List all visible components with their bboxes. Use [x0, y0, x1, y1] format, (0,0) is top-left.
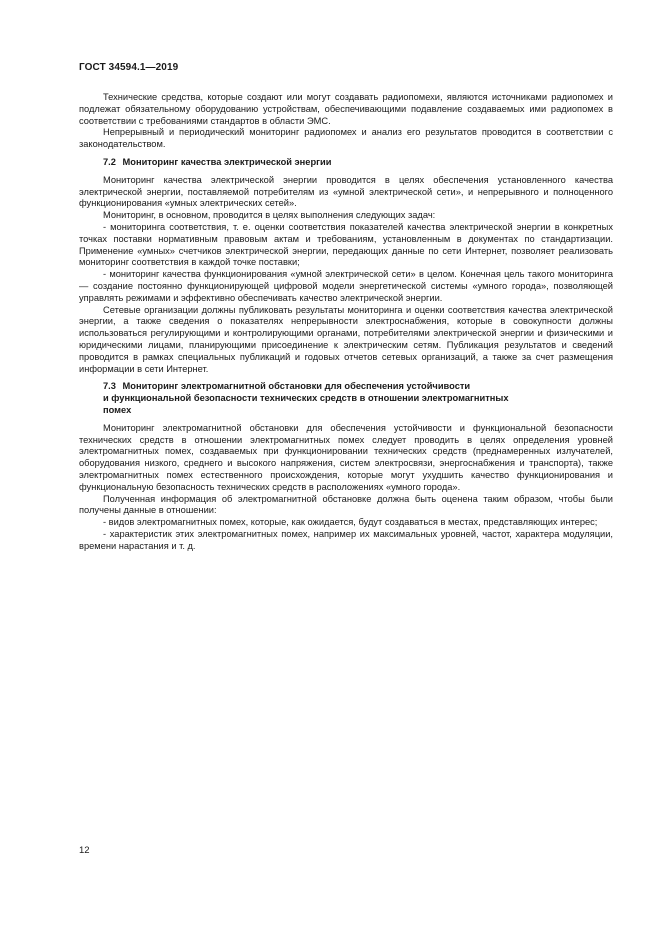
section-7-2-heading — [79, 157, 613, 169]
section-7-3-heading — [79, 381, 613, 416]
section-7-3-paragraph-1: Мониторинг электромагнитной обстановки для обеспечения устойчивости и функциональной безопасности технических средств в отношении электромагнитных помех следует проводить в целях определения уровней электромагнитных помех, создаваемых при функционировании технических средств (преднамеренных излучателей, оборудования низкого, среднего и высокого напряжения, систем электросвязи, энергоснабжения и транспорта), также электромагнитных помех естественного происхождения, которые могут ухудшить качество функционирования и функциональную безопасность технических средств в расположениях «умного города». — [79, 422, 613, 492]
standard-header: ГОСТ 34594.1—2019 — [79, 62, 179, 73]
section-7-2-paragraph-2: Мониторинг, в основном, проводится в целях выполнения следующих задач: — [103, 210, 436, 221]
section-7-2-paragraph-1: Мониторинг качества электрической энергии проводится в целях обеспечения установленного качества электрической энергии, поставляемой потребителям из «умной электрической сети», и непрерывного и полноценного функционирования «умных электрических сетей». — [79, 174, 613, 209]
intro-paragraph-2: Непрерывный и периодический мониторинг радиопомех и анализ его результатов проводится в соответствии с законодательством. — [79, 127, 613, 150]
section-7-2-paragraph-4: - мониторинг качества функционирования «умной электрической сети» в целом. Конечная цель такого мониторинга — создание постоянно функционирующей цифровой модели энергетической системы «умного города», позволяющей управлять режимами и эффективно обеспечивать качество электрической энергии. — [79, 269, 613, 303]
section-7-2-paragraph-5: Сетевые организации должны публиковать результаты мониторинга и оценки соответствия качества электрической энергии, а также сведения о показателях непрерывности электроснабжения, которые в совокупности должны использоваться регулирующими и контролирующими органами, потребителями электрической энергии и физическими и юридическими лицами, планирующими присоединение к электрическим сетям. Публикация результатов и сведений проводится в рамках специальных публикаций и годовых отчетов сетевых организаций, а также за счет размещения информации в сети Интернет. — [79, 304, 613, 374]
page-content — [79, 92, 613, 552]
section-7-3-title-line-1: Мониторинг электромагнитной обстановки для обеспечения устойчивости — [122, 381, 471, 392]
page-number: 12 — [79, 845, 90, 856]
section-7-3-title-line-3: помех — [103, 404, 132, 415]
section-7-3-paragraph-4: - характеристик этих электромагнитных помех, например их максимальных уровней, частот, характера модуляции, времени нарастания и т. д. — [79, 528, 613, 551]
section-7-2-paragraph-3: - мониторинга соответствия, т. е. оценки соответствия показателей качества электрической энергии в конкретных точках поставки нормативным правовым актам и требованиям, установленным в документах по стандартизации. Применение «умных» счетчиков электрической энергии, передающих данные по сети Интернет, позволяет реализовать мониторинг соответствия в каждой точке поставки; — [79, 221, 613, 268]
section-7-2-number: 7.2 — [103, 156, 116, 167]
section-7-3-number: 7.3 — [103, 381, 116, 392]
section-7-3-paragraph-3: - видов электромагнитных помех, которые, как ожидается, будут создаваться в местах, представляющих интерес; — [103, 517, 598, 528]
section-7-3-paragraph-2: Полученная информация об электромагнитной обстановке должна быть оценена таким образом, чтобы были получены данные в отношении: — [79, 493, 613, 516]
intro-paragraph-1: Технические средства, которые создают или могут создавать радиопомехи, являются источниками радиопомех и подлежат обязательному оборудованию устройствам, обеспечивающими подавление создаваемых ими радиопомех в соответствии с требованиями стандартов в области ЭМС. — [79, 92, 613, 126]
section-7-2-title: Мониторинг качества электрической энергии — [122, 156, 332, 167]
section-7-3-title-line-2: и функциональной безопасности технических средств в отношении электромагнитных — [103, 393, 509, 404]
